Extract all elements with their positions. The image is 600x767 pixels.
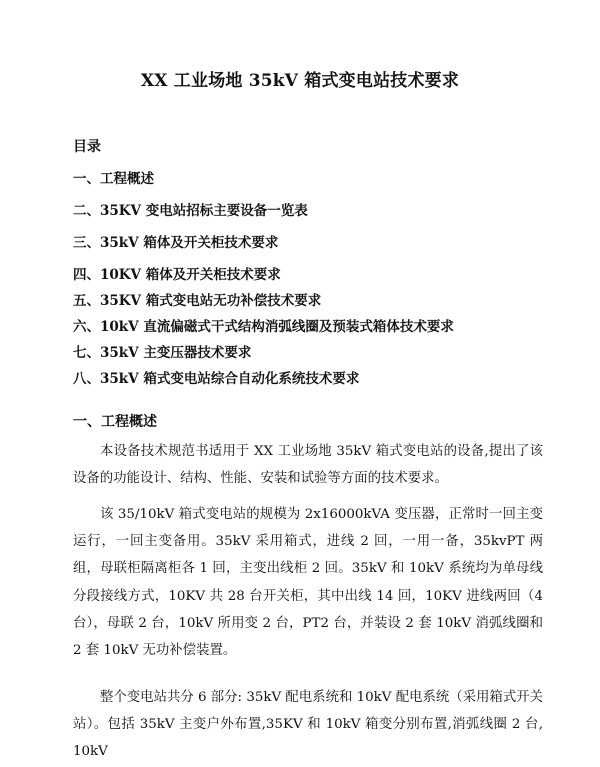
document-title: XX 工业场地 35kV 箱式变电站技术要求 — [140, 71, 460, 91]
section-heading-overview: 一、工程概述 — [73, 414, 157, 430]
toc-item-6: 六、10kV 直流偏磁式干式结构消弧线圈及预装式箱体技术要求 — [73, 319, 454, 335]
toc-item-7: 七、35kV 主变压器技术要求 — [73, 345, 252, 361]
toc-item-4: 四、10KV 箱体及开关柜技术要求 — [73, 267, 281, 283]
toc-heading: 目录 — [73, 139, 101, 155]
toc-item-3: 三、35kV 箱体及开关柜技术要求 — [73, 235, 279, 251]
toc-item-8: 八、35kV 箱式变电站综合自动化系统技术要求 — [73, 371, 360, 387]
paragraph-composition: 整个变电站共分 6 部分: 35kV 配电系统和 10kV 配电系统（采用箱式开关站）。包括 35kV 主变户外布置,35KV 和 10kV 箱变分别布置,消弧线圈 2 台, 10kV — [73, 690, 543, 760]
paragraph-scope: 本设备技术规范书适用于 XX 工业场地 35kV 箱式变电站的设备,提出了该设备的功能设计、结构、性能、安装和试验等方面的技术要求。 — [73, 444, 543, 487]
paragraph-scale: 该 35/10kV 箱式变电站的规模为 2x16000kVA 变压器，正常时一回主变运行，一回主变备用。35kV 采用箱式，进线 2 回，一用一备，35kvPT 两组，母联柜隔离柜各 1 回，主变出线柜 2 回。35kV 和 10kV 系统均为单母线分段接线方式，10KV 共 28 台开关柜，其中出线 14 回，10KV 进线两回（4 台），母联 2 台，10kV 所用变 2 台，PT2 台，并装设 2 套 10kV 消弧线圈和 2 套 10kV 无功补偿装置。 — [73, 507, 543, 659]
table-of-contents — [73, 170, 454, 396]
toc-item-1: 一、工程概述 — [73, 171, 154, 187]
toc-item-2: 二、35KV 变电站招标主要设备一览表 — [73, 203, 308, 219]
toc-item-5: 五、35KV 箱式变电站无功补偿技术要求 — [73, 293, 322, 309]
